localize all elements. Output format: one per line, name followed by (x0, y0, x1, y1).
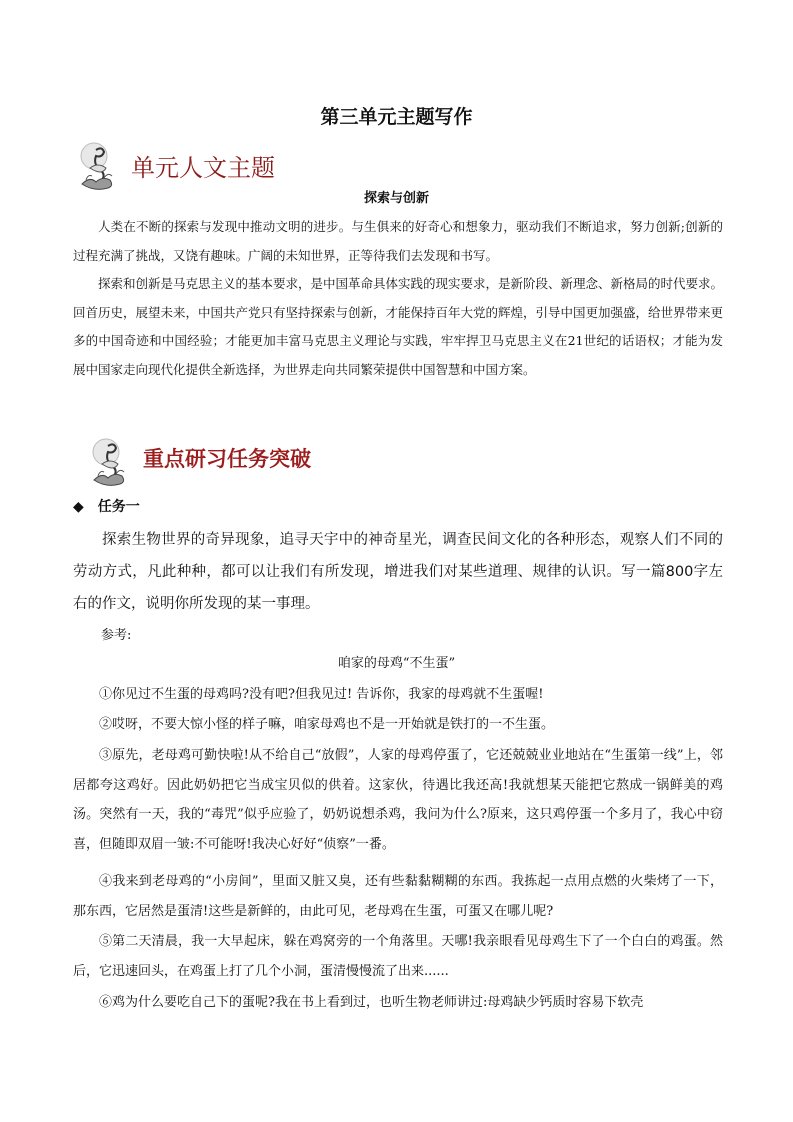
essay-paragraph: ②哎呀，不要大惊小怪的样子嘛，咱家母鸡也不是一开始就是铁打的一不生蛋。 (99, 717, 555, 732)
essay-paragraph: ⑥鸡为什么要吃自己下的蛋呢?我在书上看到过，也听生物老师讲过:母鸡缺少钙质时容易下软壳 (99, 995, 644, 1010)
crane-moon-icon (76, 140, 122, 190)
essay-paragraph: ⑤第二天清晨，我一大早起床，躲在鸡窝旁的一个角落里。天哪!我亲眼看见母鸡生下了一个白白的鸡蛋。然后，它迅速回头，在鸡蛋上打了几个小洞，蛋清慢慢流了出来...... (73, 934, 723, 979)
theme-paragraph: 人类在不断的探索与发现中推动文明的进步。与生俱来的好奇心和想象力，驱动我们不断追求，努力创新;创新的过程充满了挑战，又饶有趣味。广阔的未知世界，正等待我们去发现和书写。 (73, 219, 723, 263)
task-heading (73, 496, 140, 516)
essay-title: 咱家的母鸡“不生蛋” (337, 656, 456, 671)
section-heading-tasks: 重点研习任务突破 (143, 447, 311, 471)
essay-paragraph: ③原先，老母鸡可勤快啦!从不给自己“放假”，人家的母鸡停蛋了，它还兢兢业业地站在“生蛋第一线”上，邻居都夸这鸡好。因此奶奶把它当成宝贝似的供着。这家伙，待遇比我还高!我就想某天能把它熬成一锅鲜美的鸡汤。突然有一天，我的“毒咒”似乎应验了，奶奶说想杀鸡，我问为什么?原来，这只鸡停蛋一个多月了，我心中窃喜，但随即双眉一皱:不可能呀!我决心好好“侦察”一番。 (73, 748, 723, 852)
page-title: 第三单元主题写作 (320, 106, 473, 128)
theme-paragraph: 探索和创新是马克思主义的基本要求，是中国革命具体实践的现实要求，是新阶段、新理念、新格局的时代要求。回首历史，展望未来，中国共产党只有坚持探索与创新，才能保持百年大党的辉煌，引导中国更加强盛，给世界带来更多的中国奇迹和中国经验；才能更加丰富马克思主义理论与实践，牢牢捍卫马克思主义在21世纪的话语权；才能为发展中国家走向现代化提供全新选择，为世界走向共同繁荣提供中国智慧和中国方案。 (73, 276, 724, 377)
task-description: 探索生物世界的奇异现象，追寻天宇中的神奇星光，调查民间文化的各种形态，观察人们不同的劳动方式，凡此种种，都可以让我们有所发现，增进我们对某些道理、规律的认识。写一篇800字左右的作文，说明你所发现的某一事理。 (73, 532, 723, 612)
section-heading-theme: 单元人文主题 (131, 154, 275, 182)
task-heading-label: 任务一 (97, 499, 140, 515)
essay-paragraph: ④我来到老母鸡的“小房间”，里面又脏又臭，还有些黏黏糊糊的东西。我拣起一点用点燃的火柴烤了一下，那东西，它居然是蛋清!这些是新鲜的，由此可见，老母鸡在生蛋，可蛋又在哪儿呢? (73, 874, 723, 919)
diamond-bullet-icon: ◆ (73, 499, 84, 515)
crane-moon-icon (88, 436, 134, 486)
essay-paragraph: ①你见过不生蛋的母鸡吗?没有吧?但我见过! 告诉你，我家的母鸡就不生蛋喔! (99, 687, 544, 702)
theme-title: 探索与创新 (363, 191, 429, 206)
reference-label: 参考: (101, 628, 132, 643)
